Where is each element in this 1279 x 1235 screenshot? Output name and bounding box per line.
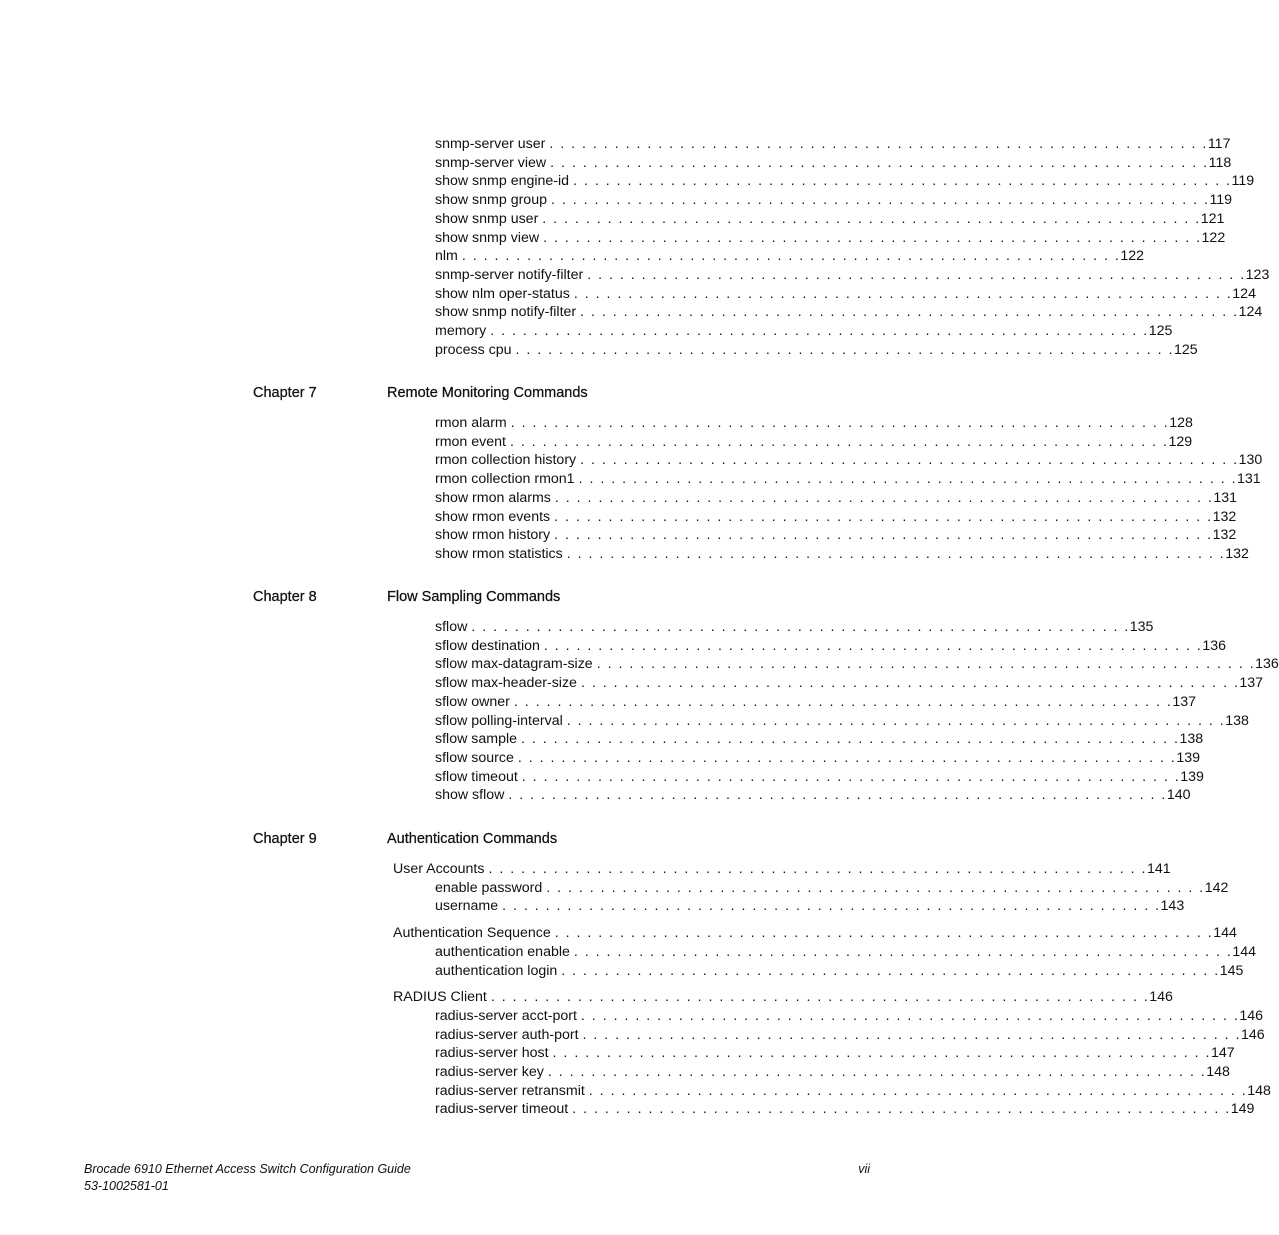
toc-entry[interactable]	[435, 693, 1197, 711]
toc-leader-dots: . . . . . . . . . . . . . . . . . . . . . . . . . . . . . . . . . . . . . . . . . . . . . . . . . . . . . . . . . . . . .	[573, 173, 1232, 190]
toc-entry-page: 124	[1232, 285, 1256, 302]
toc-entry-label: show nlm oper-status	[435, 285, 570, 302]
toc-entry-label: sflow max-datagram-size	[435, 656, 593, 673]
toc-entry[interactable]	[435, 943, 1257, 961]
toc-entry-page: 140	[1166, 787, 1191, 804]
toc-entry[interactable]	[435, 749, 1200, 767]
toc-entry-page: 119	[1209, 192, 1233, 209]
toc-leader-dots: . . . . . . . . . . . . . . . . . . . . . . . . . . . . . . . . . . . . . . . . . . . . . . . . . . . . . . . . . . . . .	[554, 925, 1214, 942]
toc-leader-dots: . . . . . . . . . . . . . . . . . . . . . . . . . . . . . . . . . . . . . . . . . . . . . . . . . . . . . . . . . . . . .	[554, 508, 1213, 525]
toc-entry-label: authentication login	[435, 962, 558, 979]
toc-leader-dots: . . . . . . . . . . . . . . . . . . . . . . . . . . . . . . . . . . . . . . . . . . . . . . . . . . . . . . . . . . . . .	[582, 1026, 1241, 1043]
toc-entry-label: username	[435, 898, 499, 915]
toc-leader-dots: . . . . . . . . . . . . . . . . . . . . . . . . . . . . . . . . . . . . . . . . . . . . . . . . . . . . . . . . . . . . .	[543, 637, 1203, 654]
toc-entry-label: authentication enable	[435, 943, 570, 960]
toc-entry-label: radius-server acct-port	[435, 1007, 577, 1024]
toc-entry-page: 137	[1172, 693, 1197, 710]
toc-entry[interactable]	[435, 712, 1249, 730]
toc-entry-label: sflow destination	[435, 637, 540, 654]
toc-entry[interactable]	[435, 266, 1270, 284]
toc-entry-page: 148	[1206, 1064, 1230, 1080]
toc-entry-label: show snmp engine-id	[435, 173, 570, 190]
toc-entry[interactable]	[435, 303, 1263, 321]
toc-entry[interactable]	[435, 1082, 1271, 1100]
toc-group-heading[interactable]	[393, 988, 1173, 1006]
toc-entry-label: show rmon history	[435, 527, 551, 544]
toc-leader-dots: . . . . . . . . . . . . . . . . . . . . . . . . . . . . . . . . . . . . . . . . . . . . . . . . . . . . . . . . . . . . .	[508, 787, 1167, 804]
toc-entry[interactable]	[435, 730, 1204, 748]
toc-leader-dots: . . . . . . . . . . . . . . . . . . . . . . . . . . . . . . . . . . . . . . . . . . . . . . . . . . . . . . . . . . . . .	[561, 962, 1220, 979]
toc-entry[interactable]	[435, 1007, 1264, 1025]
toc-entry[interactable]	[435, 285, 1256, 303]
toc-entry[interactable]	[435, 210, 1225, 228]
toc-leader-dots: . . . . . . . . . . . . . . . . . . . . . . . . . . . . . . . . . . . . . . . . . . . . . . . . . . . . . . . . . . . . .	[588, 1082, 1248, 1099]
toc-leader-dots: . . . . . . . . . . . . . . . . . . . . . . . . . . . . . . . . . . . . . . . . . . . . . . . . . . . . . . . . . . . . .	[547, 1064, 1207, 1080]
toc-leader-dots: . . . . . . . . . . . . . . . . . . . . . . . . . . . . . . . . . . . . . . . . . . . . . . . . . . . . . . . . . . . . .	[572, 1101, 1231, 1118]
toc-entry-page: 141	[1146, 861, 1171, 877]
chapter-title[interactable]: Authentication Commands	[387, 831, 558, 847]
toc-entry[interactable]	[435, 172, 1255, 190]
toc-entry-page: 128	[1169, 415, 1193, 431]
toc-entry[interactable]	[435, 674, 1264, 692]
toc-leader-dots: . . . . . . . . . . . . . . . . . . . . . . . . . . . . . . . . . . . . . . . . . . . . . . . . . . . . . . . . . . . . .	[552, 1045, 1211, 1062]
toc-entry[interactable]	[435, 897, 1185, 915]
toc-entry-label: show rmon statistics	[435, 545, 563, 562]
toc-entry[interactable]	[435, 508, 1237, 526]
toc-entry-page: 146	[1239, 1007, 1264, 1024]
toc-entry[interactable]	[435, 470, 1261, 488]
toc-entry-page: 142	[1204, 879, 1229, 896]
footer-doc-number: 53-1002581-01	[84, 1179, 169, 1193]
toc-entry-label: Authentication Sequence	[393, 925, 551, 942]
chapter-number: Chapter 8	[253, 589, 317, 605]
toc-entry-page: 122	[1201, 229, 1226, 246]
toc-leader-dots: . . . . . . . . . . . . . . . . . . . . . . . . . . . . . . . . . . . . . . . . . . . . . . . . . . . . . . . . . . . . .	[554, 527, 1213, 544]
toc-entry[interactable]	[435, 135, 1231, 153]
toc-entry-label: sflow max-header-size	[435, 675, 577, 692]
toc-entry-label: show rmon events	[435, 508, 551, 525]
toc-entry-label: show sflow	[435, 787, 505, 804]
toc-entry[interactable]	[435, 154, 1232, 172]
toc-entry[interactable]	[435, 489, 1238, 507]
toc-entry-page: 121	[1200, 210, 1225, 227]
toc-entry[interactable]	[435, 1044, 1235, 1062]
toc-entry-page: 139	[1176, 749, 1200, 766]
toc-entry[interactable]	[435, 545, 1249, 563]
toc-entry[interactable]	[435, 1026, 1265, 1044]
toc-entry-label: sflow sample	[435, 731, 518, 748]
toc-entry-label: show snmp group	[435, 192, 547, 209]
toc-entry-page: 146	[1149, 989, 1173, 1006]
toc-entry-page: 130	[1238, 452, 1263, 469]
toc-entry[interactable]	[435, 229, 1226, 247]
chapter-number: Chapter 9	[253, 831, 317, 847]
toc-leader-dots: . . . . . . . . . . . . . . . . . . . . . . . . . . . . . . . . . . . . . . . . . . . . . . . . . . . . . . . . . . . . .	[566, 712, 1226, 729]
toc-leader-dots: . . . . . . . . . . . . . . . . . . . . . . . . . . . . . . . . . . . . . . . . . . . . . . . . . . . . . . . . . . . . .	[580, 452, 1239, 469]
toc-entry[interactable]	[435, 655, 1279, 673]
toc-entry-label: sflow	[435, 619, 468, 635]
toc-leader-dots: . . . . . . . . . . . . . . . . . . . . . . . . . . . . . . . . . . . . . . . . . . . . . . . . . . . . . . . . . . . . .	[521, 768, 1181, 785]
toc-entry[interactable]	[435, 768, 1204, 786]
toc-entry-page: 131	[1237, 471, 1261, 488]
toc-entry[interactable]	[435, 414, 1193, 432]
chapter-number: Chapter 7	[253, 385, 317, 401]
toc-entry-label: radius-server auth-port	[435, 1026, 579, 1043]
toc-entry-label: snmp-server view	[435, 154, 547, 171]
toc-leader-dots: . . . . . . . . . . . . . . . . . . . . . . . . . . . . . . . . . . . . . . . . . . . . . . . . . . . . . . . . . . . . .	[554, 489, 1214, 506]
toc-entry-page: 131	[1213, 489, 1238, 506]
chapter-title[interactable]: Flow Sampling Commands	[387, 589, 561, 605]
toc-leader-dots: . . . . . . . . . . . . . . . . . . . . . . . . . . . . . . . . . . . . . . . . . . . . . . . . . . . . . . . . . . . . .	[515, 341, 1174, 358]
toc-entry-page: 117	[1207, 136, 1231, 152]
toc-entry-page: 149	[1230, 1101, 1255, 1118]
toc-leader-dots: . . . . . . . . . . . . . . . . . . . . . . . . . . . . . . . . . . . . . . . . . . . . . . . . . . . . . . . . . . . . .	[490, 323, 1149, 339]
toc-entry-page: 136	[1202, 637, 1227, 654]
toc-entry-page: 125	[1148, 323, 1173, 339]
toc-leader-dots: . . . . . . . . . . . . . . . . . . . . . . . . . . . . . . . . . . . . . . . . . . . . . . . . . . . . . . . . . . . . .	[509, 433, 1169, 450]
toc-entry-page: 138	[1225, 712, 1249, 729]
footer-title: Brocade 6910 Ethernet Access Switch Configuration Guide	[84, 1162, 411, 1176]
toc-entry-page: 123	[1245, 266, 1270, 283]
toc-entry-label: snmp-server user	[435, 136, 546, 152]
toc-leader-dots: . . . . . . . . . . . . . . . . . . . . . . . . . . . . . . . . . . . . . . . . . . . . . . . . . . . . . . . . . . . . .	[521, 731, 1180, 748]
toc-entry-label: rmon event	[435, 433, 506, 450]
toc-entry[interactable]	[435, 191, 1233, 209]
toc-entry-label: show snmp notify-filter	[435, 304, 577, 321]
toc-entry-label: sflow source	[435, 749, 514, 766]
toc-leader-dots: . . . . . . . . . . . . . . . . . . . . . . . . . . . . . . . . . . . . . . . . . . . . . . . . . . . . . . . . . . . . .	[517, 749, 1177, 766]
toc-leader-dots: . . . . . . . . . . . . . . . . . . . . . . . . . . . . . . . . . . . . . . . . . . . . . . . . . . . . . . . . . . . . .	[549, 136, 1208, 152]
toc-entry[interactable]	[435, 1100, 1255, 1118]
toc-entry-label: sflow timeout	[435, 768, 518, 785]
toc-entry[interactable]	[435, 637, 1227, 655]
toc-leader-dots: . . . . . . . . . . . . . . . . . . . . . . . . . . . . . . . . . . . . . . . . . . . . . . . . . . . . . . . . . . . . .	[580, 304, 1239, 321]
toc-entry[interactable]	[435, 962, 1244, 980]
toc-entry-label: show snmp user	[435, 210, 539, 227]
toc-entry[interactable]	[435, 1063, 1230, 1081]
toc-entry-label: rmon collection rmon1	[435, 471, 575, 488]
toc-entry-page: 136	[1255, 656, 1279, 673]
toc-entry-page: 138	[1179, 731, 1204, 748]
toc-leader-dots: . . . . . . . . . . . . . . . . . . . . . . . . . . . . . . . . . . . . . . . . . . . . . . . . . . . . . . . . . . . . .	[513, 693, 1173, 710]
toc-entry-label: sflow owner	[435, 693, 510, 710]
toc-leader-dots: . . . . . . . . . . . . . . . . . . . . . . . . . . . . . . . . . . . . . . . . . . . . . . . . . . . . . . . . . . . . .	[587, 266, 1246, 283]
toc-entry-page: 132	[1212, 508, 1237, 525]
toc-group-heading[interactable]	[393, 860, 1171, 878]
toc-leader-dots: . . . . . . . . . . . . . . . . . . . . . . . . . . . . . . . . . . . . . . . . . . . . . . . . . . . . . . . . . . . . .	[550, 192, 1210, 209]
toc-entry-page: 119	[1231, 173, 1255, 190]
toc-entry-label: rmon alarm	[435, 415, 507, 431]
toc-entry-page: 132	[1225, 545, 1249, 562]
toc-entry[interactable]	[435, 247, 1144, 265]
toc-entry[interactable]	[435, 879, 1229, 897]
toc-leader-dots: . . . . . . . . . . . . . . . . . . . . . . . . . . . . . . . . . . . . . . . . . . . . . . . . . . . . . . . . . . . . .	[471, 619, 1130, 635]
toc-entry-label: nlm	[435, 248, 458, 265]
toc-entry-label: sflow polling-interval	[435, 712, 563, 729]
toc-entry-page: 144	[1213, 925, 1237, 942]
toc-entry-page: 146	[1240, 1026, 1265, 1043]
toc-leader-dots: . . . . . . . . . . . . . . . . . . . . . . . . . . . . . . . . . . . . . . . . . . . . . . . . . . . . . . . . . . . . .	[580, 1007, 1240, 1024]
footer-page-number: vii	[858, 1162, 870, 1176]
toc-entry-page: 137	[1239, 675, 1264, 692]
toc-leader-dots: . . . . . . . . . . . . . . . . . . . . . . . . . . . . . . . . . . . . . . . . . . . . . . . . . . . . . . . . . . . . .	[566, 545, 1226, 562]
toc-leader-dots: . . . . . . . . . . . . . . . . . . . . . . . . . . . . . . . . . . . . . . . . . . . . . . . . . . . . . . . . . . . . .	[510, 415, 1170, 431]
toc-group-heading[interactable]	[393, 924, 1237, 942]
toc-entry-label: radius-server key	[435, 1064, 544, 1080]
toc-entry-label: enable password	[435, 879, 543, 896]
toc-entry[interactable]	[435, 341, 1198, 359]
toc-entry-label: radius-server host	[435, 1045, 549, 1062]
toc-entry-page: 129	[1168, 433, 1193, 450]
toc-entry-label: process cpu	[435, 341, 512, 358]
toc-entry-page: 144	[1232, 943, 1257, 960]
toc-entry-page: 145	[1219, 962, 1244, 979]
toc-entry-page: 122	[1120, 248, 1144, 265]
toc-entry[interactable]	[435, 786, 1191, 804]
toc-leader-dots: . . . . . . . . . . . . . . . . . . . . . . . . . . . . . . . . . . . . . . . . . . . . . . . . . . . . . . . . . . . . .	[490, 989, 1150, 1006]
toc-leader-dots: . . . . . . . . . . . . . . . . . . . . . . . . . . . . . . . . . . . . . . . . . . . . . . . . . . . . . . . . . . . . .	[542, 210, 1201, 227]
toc-entry-label: memory	[435, 323, 487, 339]
toc-entry-page: 135	[1129, 619, 1154, 635]
toc-entry-label: show snmp view	[435, 229, 540, 246]
toc-leader-dots: . . . . . . . . . . . . . . . . . . . . . . . . . . . . . . . . . . . . . . . . . . . . . . . . . . . . . . . . . . . . .	[543, 229, 1202, 246]
toc-entry-label: radius-server retransmit	[435, 1082, 585, 1099]
toc-leader-dots: . . . . . . . . . . . . . . . . . . . . . . . . . . . . . . . . . . . . . . . . . . . . . . . . . . . . . . . . . . . . .	[573, 943, 1233, 960]
toc-leader-dots: . . . . . . . . . . . . . . . . . . . . . . . . . . . . . . . . . . . . . . . . . . . . . . . . . . . . . . . . . . . . .	[580, 675, 1240, 692]
toc-entry-label: RADIUS Client	[393, 989, 487, 1006]
toc-leader-dots: . . . . . . . . . . . . . . . . . . . . . . . . . . . . . . . . . . . . . . . . . . . . . . . . . . . . . . . . . . . . .	[488, 861, 1147, 877]
toc-entry-page: 148	[1247, 1082, 1271, 1099]
toc-entry-label: rmon collection history	[435, 452, 577, 469]
toc-entry-label: User Accounts	[393, 861, 485, 877]
toc-entry[interactable]	[435, 618, 1154, 636]
toc-entry-page: 132	[1212, 527, 1237, 544]
toc-leader-dots: . . . . . . . . . . . . . . . . . . . . . . . . . . . . . . . . . . . . . . . . . . . . . . . . . . . . . . . . . . . . .	[546, 879, 1205, 896]
toc-leader-dots: . . . . . . . . . . . . . . . . . . . . . . . . . . . . . . . . . . . . . . . . . . . . . . . . . . . . . . . . . . . . .	[550, 154, 1209, 171]
toc-leader-dots: . . . . . . . . . . . . . . . . . . . . . . . . . . . . . . . . . . . . . . . . . . . . . . . . . . . . . . . . . . . . .	[573, 285, 1233, 302]
toc-entry-page: 139	[1180, 768, 1204, 785]
toc-entry[interactable]	[435, 451, 1263, 469]
toc-leader-dots: . . . . . . . . . . . . . . . . . . . . . . . . . . . . . . . . . . . . . . . . . . . . . . . . . . . . . . . . . . . . .	[578, 471, 1238, 488]
chapter-title[interactable]: Remote Monitoring Commands	[387, 385, 588, 401]
toc-leader-dots: . . . . . . . . . . . . . . . . . . . . . . . . . . . . . . . . . . . . . . . . . . . . . . . . . . . . . . . . . . . . .	[502, 898, 1161, 915]
toc-entry-page: 125	[1173, 341, 1198, 358]
toc-leader-dots: . . . . . . . . . . . . . . . . . . . . . . . . . . . . . . . . . . . . . . . . . . . . . . . . . . . . . . . . . . . . .	[461, 248, 1121, 265]
toc-entry[interactable]	[435, 433, 1193, 451]
toc-entry-page: 147	[1211, 1045, 1235, 1062]
toc-entry-label: show rmon alarms	[435, 489, 551, 506]
toc-leader-dots: . . . . . . . . . . . . . . . . . . . . . . . . . . . . . . . . . . . . . . . . . . . . . . . . . . . . . . . . . . . . .	[596, 656, 1256, 673]
toc-entry-label: snmp-server notify-filter	[435, 266, 584, 283]
toc-entry-label: radius-server timeout	[435, 1101, 569, 1118]
toc-entry-page: 118	[1208, 154, 1232, 171]
toc-entry-page: 124	[1238, 304, 1263, 321]
toc-entry[interactable]	[435, 322, 1173, 340]
toc-entry[interactable]	[435, 526, 1237, 544]
toc-entry-page: 143	[1160, 898, 1185, 915]
